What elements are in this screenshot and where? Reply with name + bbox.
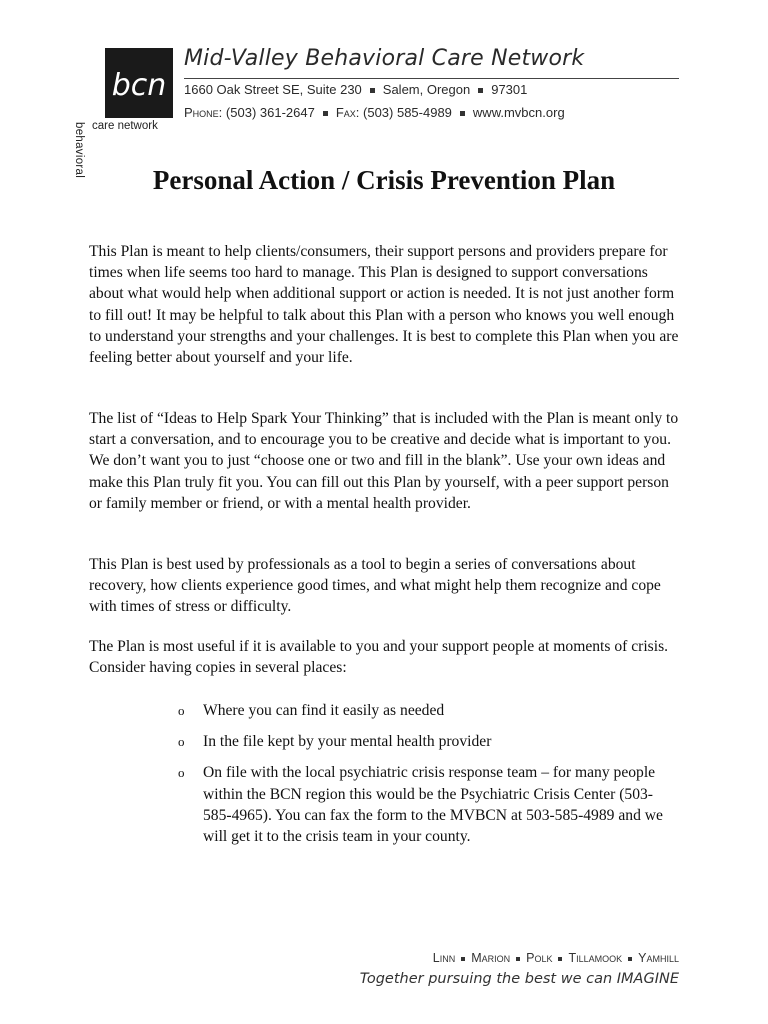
footer	[357, 951, 679, 995]
paragraph-text: The list of “Ideas to Help Spark Your Thinking” that is included with the Plan is meant only to start a conversation, and to encourage you to be creative and decide what is important to you. We don’t want you to just “choose one or two and fill in the blank”. Use your own ideas and make this Plan truly fit you. You can fill out this Plan by yourself, with a peer support person or family member or friend, or with a mental health provider.	[89, 410, 679, 512]
circle-bullet-icon: o	[178, 703, 185, 718]
square-bullet-icon	[323, 111, 328, 116]
letterhead	[73, 42, 679, 179]
bcn-logo-icon	[105, 48, 173, 118]
circle-bullet-icon: o	[178, 765, 185, 781]
square-bullet-icon	[558, 957, 562, 961]
square-bullet-icon	[628, 957, 632, 961]
county-name: Marion	[471, 951, 511, 965]
county-name: Yamhill	[638, 951, 679, 965]
street-address: 1660 Oak Street SE, Suite 230	[184, 82, 362, 97]
phone-number: (503) 361-2647	[225, 105, 315, 120]
square-bullet-icon	[478, 88, 483, 93]
phone-label: Phone:	[184, 105, 223, 120]
address-line	[184, 82, 527, 97]
county-name: Linn	[432, 951, 456, 965]
paragraph-text: This Plan is best used by professionals as a tool to begin a series of conversations about recovery, how clients experience good times, and what might help them recognize and cope with times of stress or difficulty.	[89, 556, 661, 616]
header-divider	[184, 78, 679, 79]
fax-number: (503) 585-4989	[363, 105, 452, 120]
list-item-text: On file with the local psychiatric crisis response team – for many people within the BCN region this would be the Psychiatric Crisis Center (503-585-4965). You can fax the form to the MVBCN at 503-585-4989 and we will get it to the crisis team in your county.	[203, 764, 663, 846]
list-item	[178, 700, 678, 721]
square-bullet-icon	[516, 957, 520, 961]
contact-line	[184, 105, 565, 120]
logo-vertical-text: behavioral	[73, 122, 85, 179]
circle-bullet-icon: o	[178, 734, 185, 750]
city-state: Salem, Oregon	[382, 82, 471, 97]
logo-subtext: care network	[92, 120, 158, 132]
list-item-text: Where you can find it easily as needed	[203, 702, 445, 719]
county-name: Polk	[526, 951, 553, 965]
fax-label: Fax:	[335, 105, 360, 120]
square-bullet-icon	[461, 957, 465, 961]
tagline: Together pursuing the best we can IMAGINE	[359, 971, 679, 987]
county-name: Tillamook	[568, 951, 623, 965]
paragraph-text: This Plan is meant to help clients/consumers, their support persons and providers prepare for times when life seems too hard to manage. This Plan is designed to support conversations about what would help when additional support or action is needed. It is not just another form to fill out! It may be helpful to talk about this Plan with a person who knows you well enough to understand your strengths and your challenges. It is best to complete this Plan when you are feeling better about yourself and your life.	[89, 243, 679, 367]
list-item	[178, 731, 678, 752]
county-list	[433, 951, 679, 965]
body-paragraph	[89, 554, 679, 618]
website-link[interactable]: www.mvbcn.org	[472, 105, 565, 120]
copies-location-list	[178, 700, 678, 857]
org-name: Mid-Valley Behavioral Care Network	[184, 46, 585, 71]
zip-code: 97301	[491, 82, 528, 97]
square-bullet-icon	[370, 88, 375, 93]
body-paragraph	[89, 241, 679, 368]
list-item-text: In the file kept by your mental health provider	[203, 733, 492, 751]
square-bullet-icon	[460, 111, 465, 116]
body-paragraph	[89, 636, 679, 678]
body-paragraph	[89, 408, 679, 514]
document-title: Personal Action / Crisis Prevention Plan	[152, 165, 616, 195]
paragraph-text: The Plan is most useful if it is available to you and your support people at moments of crisis. Consider having copies in several places:	[89, 638, 669, 677]
list-item	[178, 762, 678, 847]
logo-letters: bcn	[111, 68, 167, 103]
